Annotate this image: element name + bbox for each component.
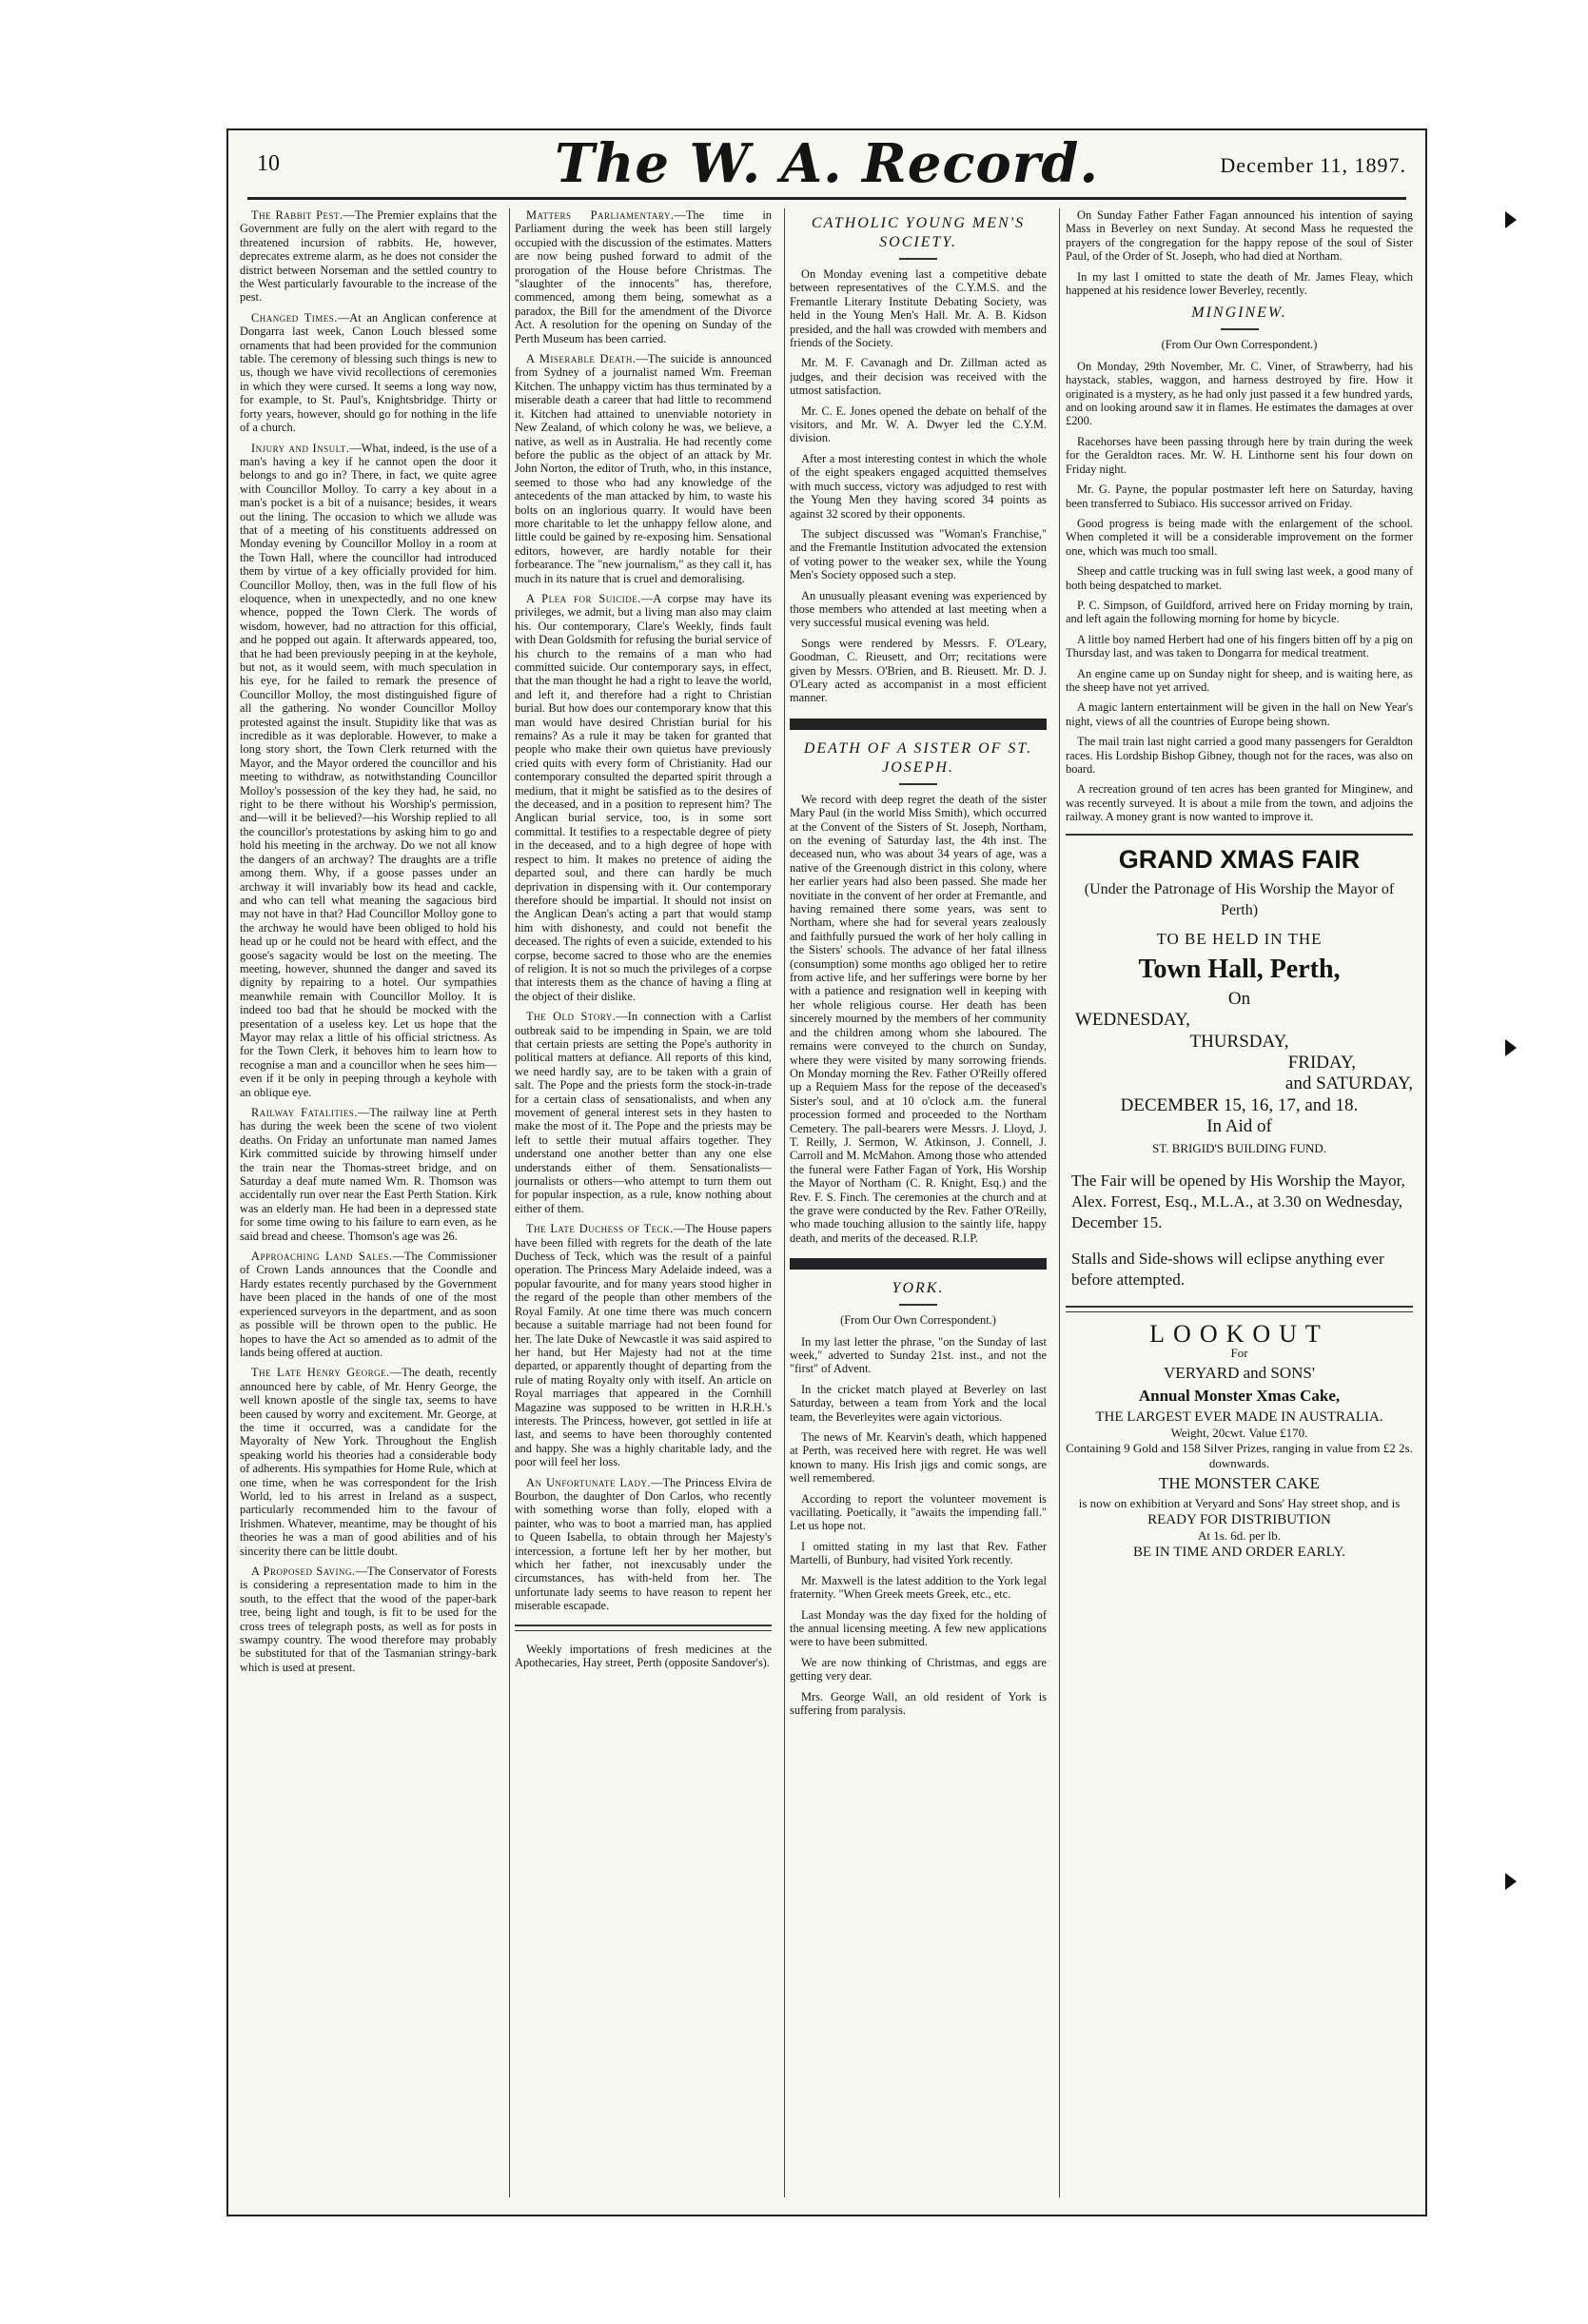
fair-stalls: Stalls and Side-shows will eclipse anything ever before attempted. bbox=[1071, 1250, 1384, 1290]
fair-fund: ST. BRIGID'S BUILDING FUND. bbox=[1151, 1140, 1327, 1155]
article-paragraph bbox=[240, 1106, 497, 1243]
article-text: —The House papers have been filled with regrets for the death of the late Duchess of Teck, which was the result of a painful operation. The Princess Mary Adelaide indeed, was a popular favourite, and for many years stood higher in the regard of the people than other members of the Royal Family. At one time there was much concern because a suitable marriage had not been found for her. The late Duke of Newcastle it was said aspired to her hand, but Her Majesty had not at the time departed, or apparently thought of departing from the rule of mating Royalty only with itself. An article on Royal marriages that appeared in the Cornhill Magazine was supposed to be written in H.R.H.'s interests. The Princess, however, got settled in life at last, and seems to have been thoroughly contented and happy. She was a highly charitable lady, and the poor will feel her loss. bbox=[515, 1222, 772, 1469]
fair-day: FRIDAY, bbox=[1287, 1053, 1356, 1073]
column-divider bbox=[509, 208, 510, 2197]
ad-price: At 1s. 6d. per lb. bbox=[1197, 1527, 1282, 1543]
section-title-york: YORK. bbox=[892, 1280, 945, 1297]
divider bbox=[1066, 834, 1413, 836]
ornament-rule bbox=[899, 783, 937, 785]
article-heading: A Proposed Saving. bbox=[251, 1565, 356, 1578]
ad-prizes: Containing 9 Gold and 158 Silver Prizes, ranging in value from £2 2s. downwards. bbox=[1066, 1440, 1413, 1470]
cake-advertisement bbox=[1066, 1320, 1413, 1560]
article-paragraph: After a most interesting contest in which the whole of the eight speakers engaged acquitted themselves with much success, victory was adjudged to rest with the Young Men they having scored 34 points as against 32 scored by their opponents. bbox=[790, 451, 1047, 521]
article-paragraph: On Sunday Father Father Fagan announced his intention of saying Mass in Beverley on next Sunday. At second Mass he requested the prayers of the congregation for the happy repose of the soul of Sister Paul, of the Order of St. Joseph, who had died at Northam. bbox=[1066, 208, 1413, 264]
ad-ready: READY FOR DISTRIBUTION bbox=[1147, 1511, 1331, 1527]
ad-cake: Annual Monster Xmas Cake, bbox=[1138, 1386, 1341, 1405]
article-text: —The death, recently announced here by cable, of Mr. Henry George, the well known apostle of the single tax, seems to have been caused by worry and excitement. Mr. George, at the time it occurred, was a candidate for the Mayoralty of New York. Throughout the English speaking world his theories had a considerable body of adherents. His sympathies for Home Rule, which at one time, when he was correspondent for the Irish World, led to his arrest in Ireland as a suspect, particularly recommended him to the favour of Irishmen. Whatever, meantime, may be thought of his theories he was a man of good abilities and of his sincerity there can be little doubt. bbox=[240, 1366, 497, 1558]
article-paragraph: Mr. Maxwell is the latest addition to the York legal fraternity. "When Greek meets Greek, etc., etc. bbox=[790, 1573, 1047, 1602]
article-paragraph: The mail train last night carried a good many passengers for Geraldton races. His Lordship Bishop Gibney, though not for the races, was also on board. bbox=[1066, 735, 1413, 776]
article-paragraph bbox=[515, 1476, 772, 1613]
article-paragraph: In the cricket match played at Beverley on last Saturday, between a team from York and the local team, the Beverleyites were again victorious. bbox=[790, 1382, 1047, 1424]
masthead-rule bbox=[247, 197, 1406, 200]
article-paragraph: P. C. Simpson, of Guildford, arrived here on Friday morning by train, and left again the following morning for home by bicycle. bbox=[1066, 598, 1413, 626]
fair-title: GRAND XMAS FAIR bbox=[1118, 844, 1361, 874]
article-paragraph: An unusually pleasant evening was experienced by those members who attended at last meeting when a very successful musical evening was held. bbox=[790, 588, 1047, 630]
section-title-minginew: MINGINEW. bbox=[1191, 305, 1287, 322]
article-heading: Changed Times. bbox=[251, 310, 338, 325]
divider-bar bbox=[790, 719, 1047, 730]
article-paragraph: On Monday evening last a competitive debate between representatives of the C.Y.M.S. and the Fremantle Literary Institute Debating Society, was held in the Young Men's Hall. Mr. A. B. Kidson presided, and the hall was crowded with members and friends of the Society. bbox=[790, 267, 1047, 350]
article-paragraph: The subject discussed was "Woman's Franchise," and the Fremantle Institution advocated the extension of voting power to the weaker sex, while the Young Men's Society opposed such a step. bbox=[790, 526, 1047, 582]
ad-monster: THE MONSTER CAKE bbox=[1158, 1473, 1321, 1492]
article-heading: The Old Story. bbox=[526, 1010, 617, 1024]
column-1 bbox=[240, 208, 497, 2197]
article-paragraph bbox=[240, 442, 497, 1100]
issue-date: December 11, 1897. bbox=[1220, 153, 1406, 177]
article-paragraph: A recreation ground of ten acres has been granted for Minginew, and was recently surveyed. It is about a mile from the town, and adjoins the railway. A money grant is now wanted to improve it. bbox=[1066, 782, 1413, 824]
column-divider bbox=[784, 208, 785, 2197]
ornament-rule bbox=[1221, 328, 1259, 330]
article-heading: A Miserable Death. bbox=[526, 352, 637, 366]
ad-for: For bbox=[1230, 1345, 1248, 1360]
fair-held-in: TO BE HELD IN THE bbox=[1156, 930, 1323, 949]
article-text: —The suicide is announced from Sydney of a journalist named Wm. Freeman Kitchen. The unhappy victim has thus terminated by a miserable death a career that had little to recommend it. Kitchen had attained to unenviable notoriety in New Zealand, of which colony he was, we believe, a native, as well as in Australia. He had recently come before the public as the object of an attack by Mr. John Norton, the editor of Truth, who, in this instance, seemed to those who had any knowledge of the antecedents of the man attacked by him, to waste his bolts on an inglorious quarry. It would have been more charitable to let the unhappy fellow alone, and little could be gained by re-exposing him. Sensational editors, however, are hardly notable for their forbearance. The "new journalism," as they call it, has much in its nature that is cruel and demoralising. bbox=[515, 352, 772, 585]
article-paragraph: Racehorses have been passing through here by train during the week for the Geraldton races. Mr. W. H. Linthorne sent his four down on Friday night. bbox=[1066, 434, 1413, 476]
article-paragraph: In my last letter the phrase, "on the Sunday of last week," adverted to Sunday 21st. inst., and not the "first" of Advent. bbox=[790, 1334, 1047, 1376]
article-paragraph: We record with deep regret the death of the sister Mary Paul (in the world Miss Smith), which occurred at the Convent of the Sisters of St. Joseph, Northam, on the evening of Saturday last, the 4th inst. The deceased nun, who was about 34 years of age, was a native of the Greenough district in this colony, where her earlier years had also been passed. She made her novitiate in the convent of her order at Fremantle, and having remained there some years, was sent to Northam, where she had for several years zealously and faithfully pursued the work of her holy calling in the Sisters' schools. The advance of her fatal illness (consumption) some months ago obliged her to retire from active life, and her sufferings were borne by her with a patience and resignation well in keeping with her whole religious course. Her death has been sincerely mourned by the members of her community and the children among whom she laboured. The remains were conveyed to the church on Sunday, where they were visited by many sorrowing friends. On Monday morning the Rev. Father O'Reilly offered up a Requiem Mass for the repose of the deceased's Sister's soul, and at 10 o'clock a.m. the funeral procession formed and proceeded to the Northam Cemetery. The pall-bearers were Messrs. J. Lloyd, J. T. Reilly, J. Sermon, W. Atkinson, J. Connell, J. Carroll and M. McMahon. Among those who attended the funeral were Father Fagan of York, His Worship the Mayor of Northam (C. R. Knight, Esq.) and the Rev. F. S. Finch. The ceremonies at the church and at the grave were conducted by the Rev. Father O'Reilly, who made touching allusion to the saintly life, happy death, and merits of the deceased. R.I.P. bbox=[790, 792, 1047, 1245]
margin-arrow-mark bbox=[1505, 1873, 1517, 1890]
article-paragraph bbox=[240, 208, 497, 305]
article-paragraph: In my last I omitted to state the death of Mr. James Fleay, which happened at his residence lower Beverley, recently. bbox=[1066, 269, 1413, 298]
york-byline: (From Our Own Correspondent.) bbox=[840, 1313, 996, 1328]
margin-arrow-mark bbox=[1505, 211, 1517, 228]
ad-early: BE IN TIME AND ORDER EARLY. bbox=[1133, 1544, 1345, 1560]
minginew-byline: (From Our Own Correspondent.) bbox=[1161, 338, 1318, 352]
divider bbox=[1066, 1306, 1413, 1312]
article-paragraph bbox=[515, 592, 772, 1003]
section-title-death: DEATH OF A SISTER OF ST. JOSEPH. bbox=[803, 739, 1033, 776]
divider-bar bbox=[790, 1258, 1047, 1270]
article-text: —At an Anglican conference at Dongarra last week, Canon Louch blessed some ornaments that had been provided for the communion table. The ceremony of blessing such things is new to us, though we have vivid recollections of ceremonies in which they were cursed. It seems a long way now, for example, to St. Paul's, Knightsbridge. Thirty or forty years, however, should go for nothing in the life of a church. bbox=[240, 310, 497, 435]
article-heading: Matters Parliamentary. bbox=[526, 208, 675, 222]
article-text: —The Commissioner of Crown Lands announces that the Coondle and Hardy estates recently purchased by the Government have been placed in the hands of one of the most experienced surveyors in the department, and as soon as possible will be thrown open to the public. He hopes to have the Act so amended as to admit of the lands being offered at auction. bbox=[240, 1250, 497, 1359]
fair-venue: Town Hall, Perth, bbox=[1138, 955, 1341, 985]
section-title-cyms: CATHOLIC YOUNG MEN'S SOCIETY. bbox=[811, 215, 1026, 250]
article-paragraph: We are now thinking of Christmas, and eggs are getting very dear. bbox=[790, 1655, 1047, 1684]
newspaper-title: The W. A. Record. bbox=[555, 132, 1099, 195]
article-paragraph: Sheep and cattle trucking was in full swing last week, a good many of both being despatched to market. bbox=[1066, 564, 1413, 592]
newspaper-page bbox=[226, 128, 1427, 2216]
article-heading: Railway Fatalities. bbox=[251, 1106, 358, 1119]
article-paragraph bbox=[240, 1366, 497, 1558]
article-paragraph bbox=[240, 1565, 497, 1674]
column-4 bbox=[1066, 208, 1413, 2197]
article-paragraph bbox=[515, 1222, 772, 1468]
article-paragraph: Mr. C. E. Jones opened the debate on behalf of the visitors, and Mr. W. A. Dwyer led the C.Y.M. division. bbox=[790, 404, 1047, 445]
article-text: —The Conservator of Forests is considering a representation made to him in the south, to the effect that the wood of the paper-bark tree, being light and tough, is fit to be used for the cross trees of telegraph posts, as well as for posts in swampy country. The wood therefore may probably be substituted for that of the Tasmanian stringy-bark which is used at present. bbox=[240, 1565, 497, 1674]
article-heading: The Late Henry George. bbox=[251, 1366, 390, 1380]
article-paragraph bbox=[515, 352, 772, 585]
medicine-notice: Weekly importations of fresh medicines at the Apothecaries, Hay street, Perth (opposite Sandover's). bbox=[515, 1642, 772, 1670]
article-paragraph: Mr. G. Payne, the popular postmaster left here on Saturday, having been transferred to Subiaco. His successor arrived on Friday. bbox=[1066, 483, 1413, 510]
article-text: —What, indeed, is the use of a man's having a key if he cannot open the door it belongs to and go in? There, in fact, we quite agree with Councillor Molloy. To carry a key about in a man's pocket is a bit of a nuisance; besides, it wears out the lining. The occasion to which we allude was that of a meeting of his constituents addressed on Monday evening by Councillor Molloy in a room at the Town Hall, where the councillor had introduced them by virtue of a key officially provided for him. Councillor Molloy, then, was in the full flow of his eloquence, when in unexpectedly, and no one knew whence, popped the Town Clerk. The words of wisdom, however, had no attraction for this official, and he popped out again. It afterwards appeared, too, that he had been previously peeping in at the keyhole, but not, as it would seem, with much speculation in his eye, for he failed to remark the presence of Councillor Molloy, the most distinguished figure of all the gathering. No wonder Councillor Molloy protested against the insult. Stupidity like that was as incredible as it was deplorable. However, to make a long story short, the Town Clerk returned with the Mayor, and the Mayor ordered the councillor and his meeting to withdraw, as notwithstanding Councillor Molloy's possession of the key they had, he said, no right to be there without his Worship's permission, and—will it be believed?—his Worship replied to all the councillor's protestations by asking him to go and hold his meeting in the archway. Do we not all know the dangers of an archway? The draughts are a trifle among them. Why, if a goose passes under an archway it will invariably bow its head and cackle, and who can tell what meaning the sagacious bird may not have in that? Had Councillor Molloy gone to the archway he would have been obliged to hold his head up or he could not be heard with effect, and the goose's sagacity would be lost on the meeting. The meeting, however, shunned the danger and saved its dignity by repairing to a hotel. Our sympathies meanwhile remain with Councillor Molloy. It is indeed too bad that he should be mocked with the presentation of a useless key. Let us hope that the Mayor may relax a little of his official strictness. As for the Town Clerk, it behoves him to learn how to recognise a man and a councillor when he sees him—even if it be only in peeping through a keyhole with an oblique eye. bbox=[240, 441, 497, 1099]
article-heading: An Unfortunate Lady. bbox=[526, 1475, 652, 1489]
fair-dates: DECEMBER 15, 16, 17, and 18. bbox=[1120, 1094, 1359, 1115]
article-text: —In connection with a Carlist outbreak said to be impending in Spain, we are told that certain priests are setting the Pope's authority in political matters at defiance. All reports of this kind, we need hardly say, are to be taken with a grain of salt. The Pope and the priests form the stock-in-trade for a certain class of sensationalists, and when any movement of general interest sets in they hasten to make the most of it. The Pope and the priests may be left to settle their mutual affairs together. They understand one another better than any one else understands either of them. Sensationalists—journalists or others—who attempt to turn them out for popular inspection, as a rule, know nothing about either of them. bbox=[515, 1010, 772, 1215]
article-paragraph: Last Monday was the day fixed for the holding of the annual licensing meeting. A few new applications were to have been submitted. bbox=[790, 1607, 1047, 1649]
article-heading: A Plea for Suicide. bbox=[526, 591, 641, 605]
article-text: —The time in Parliament during the week has been still largely occupied with the discussion of the estimates. Matters are now being pushed forward to admit of the prorogation of the House before Christmas. The "slaughter of the innocents" has, therefore, commenced, among them being, somewhat as a paradox, the Bill for the amendment of the Divorce Act. A resolution for the opening on Sunday of the Perth Museum has been carried. bbox=[515, 208, 772, 345]
ornament-rule bbox=[899, 258, 937, 260]
article-paragraph: I omitted stating in my last that Rev. Father Martelli, of Bunbury, had visited York recently. bbox=[790, 1539, 1047, 1567]
article-paragraph: Good progress is being made with the enlargement of the school. When completed it will be a considerable improvement on the former one, which was much too small. bbox=[1066, 516, 1413, 558]
article-paragraph bbox=[515, 1010, 772, 1215]
article-paragraph: On Monday, 29th November, Mr. C. Viner, of Strawberry, had his haystack, stables, waggon, and harness destroyed by fire. How it originated is a mystery, as he had only just passed it a few hundred yards, and on looking around saw it in flames. He estimates the damages at over £200. bbox=[1066, 359, 1413, 428]
fair-on: On bbox=[1227, 988, 1251, 1009]
fair-opening: The Fair will be opened by His Worship the Mayor, Alex. Forrest, Esq., M.L.A., at 3.30 on Wednesday, December 15. bbox=[1071, 1172, 1405, 1232]
article-paragraph bbox=[240, 1250, 497, 1359]
page-number: 10 bbox=[257, 151, 280, 176]
divider bbox=[515, 1625, 772, 1631]
ad-weight: Weight, 20cwt. Value £170. bbox=[1170, 1425, 1308, 1440]
article-paragraph: Mr. M. F. Cavanagh and Dr. Zillman acted as judges, and their decision was received with the utmost satisfaction. bbox=[790, 356, 1047, 398]
ad-exhibit: is now on exhibition at Veryard and Sons' Hay street shop, and is bbox=[1078, 1495, 1401, 1510]
ad-largest: THE LARGEST EVER MADE IN AUSTRALIA. bbox=[1095, 1408, 1383, 1425]
ad-firm: VERYARD and SONS' bbox=[1164, 1363, 1315, 1382]
article-heading: The Rabbit Pest. bbox=[251, 208, 343, 222]
article-paragraph bbox=[240, 311, 497, 435]
xmas-fair-advertisement bbox=[1066, 844, 1413, 1290]
fair-day: THURSDAY, bbox=[1189, 1031, 1289, 1052]
article-heading: Injury and Insult. bbox=[251, 441, 350, 455]
article-paragraph bbox=[515, 208, 772, 345]
article-heading: Approaching Land Sales. bbox=[251, 1250, 393, 1264]
column-divider bbox=[1059, 208, 1060, 2197]
fair-day: WEDNESDAY, bbox=[1075, 1010, 1190, 1031]
article-text: —The Premier explains that the Government are fully on the alert with regard to the threatened incursion of rabbits. He, however, deprecates extreme alarm, as he does not consider the district between Norseman and the settled country to the West particularly favourable to the increase of the pest. bbox=[240, 208, 497, 305]
article-paragraph: According to report the volunteer movement is vacillating. Poetically, it "awaits the impending fall." Let us hope not. bbox=[790, 1491, 1047, 1533]
fair-in-aid: In Aid of bbox=[1206, 1116, 1272, 1137]
margin-arrow-mark bbox=[1505, 1039, 1517, 1056]
fair-patronage: (Under the Patronage of His Worship the Mayor of Perth) bbox=[1084, 881, 1395, 919]
article-paragraph: Mrs. George Wall, an old resident of York is suffering from paralysis. bbox=[790, 1689, 1047, 1717]
article-paragraph: Songs were rendered by Messrs. F. O'Leary, Goodman, C. Rieusett, and Orr; recitations were given by Messrs. O'Brien, and B. Rieusett. Mr. D. J. O'Leary acted as accompanist in a most efficient manner. bbox=[790, 636, 1047, 705]
article-text: —The Princess Elvira de Bourbon, the daughter of Don Carlos, who recently with something worse than folly, eloped with a painter, who was to boot a married man, has applied to Queen Isabella, to obtain through her Majesty's intercession, a fortune left her by her mother, but which her father, not inexcusably under the circumstances, has with-held from her. The unfortunate lady seems to have reason to repent her miserable escapade. bbox=[515, 1475, 772, 1613]
column-2 bbox=[515, 208, 772, 2197]
article-paragraph: A little boy named Herbert had one of his fingers bitten off by a pig on Thursday last, and was taken to Dongarra for medical treatment. bbox=[1066, 632, 1413, 660]
lookout-heading: LOOKOUT bbox=[1149, 1320, 1329, 1349]
article-paragraph: An engine came up on Sunday night for sheep, and is waiting here, as the sheep have not yet arrived. bbox=[1066, 666, 1413, 694]
article-text: —A corpse may have its privileges, we admit, but a living man also may claim his. Our contemporary, Clare's Weekly, finds fault with Dean Goldsmith for refusing the burial service of his church to the remains of a man who had committed suicide. Our contemporary says, in effect, that the man thought he had a right to leave the world, and left it, and therefore had a right to Christian burial. But how does our contemporary know that this man would have desired Christian burial for his remains? As a rule it may be taken for granted that people who make their own quietus have previously cried quits with every form of Christianity. Had our contemporary consulted the departed spirit through a medium, that it might be satisfied as to the desires of the deceased, and in a position to represent him? The Anglican burial service, too, is in some sort committal. It testifies to a respectable degree of piety in the deceased, and to a high degree of hope with respect to him. It makes no pretence of aiding the departed soul, and there can hardly be much deprivation in dispensing with it. Our contemporary therefore should be impartial. It should not insist on the Anglican Dean's acting a part that would stamp him with dishonesty, and could not benefit the deceased. The rights of even a suicide, extended to his corpse, become sacred to those who are the enemies of religion. It is not so much the privileges of a corpse that interests them as the chance of having a fling at the object of their dislike. bbox=[515, 591, 772, 1003]
fair-day: and SATURDAY, bbox=[1284, 1073, 1413, 1094]
article-heading: The Late Duchess of Teck. bbox=[526, 1222, 674, 1236]
article-paragraph: A magic lantern entertainment will be given in the hall on New Year's night, views of all the countries of Europe being shown. bbox=[1066, 700, 1413, 728]
article-paragraph: The news of Mr. Kearvin's death, which happened at Perth, was received here with regret. He was well known to many. His Irish jigs and comic songs, are well remembered. bbox=[790, 1430, 1047, 1486]
article-text: —The railway line at Perth has during the week been the scene of two violent deaths. On Friday an unfortunate man named James Kirk committed suicide by throwing himself under the train near the Thomas-street bridge, and on Saturday a deaf mute named Wm. R. Thomson was accidentally run over near the East Perth Station. Kirk was an elderly man. He had been in a depressed state for some time owing to his failure to earn even, as he said bread and cheese. Thomson's age was 26. bbox=[240, 1106, 497, 1243]
column-3 bbox=[790, 208, 1047, 2197]
ornament-rule bbox=[899, 1304, 937, 1306]
masthead bbox=[228, 130, 1425, 199]
